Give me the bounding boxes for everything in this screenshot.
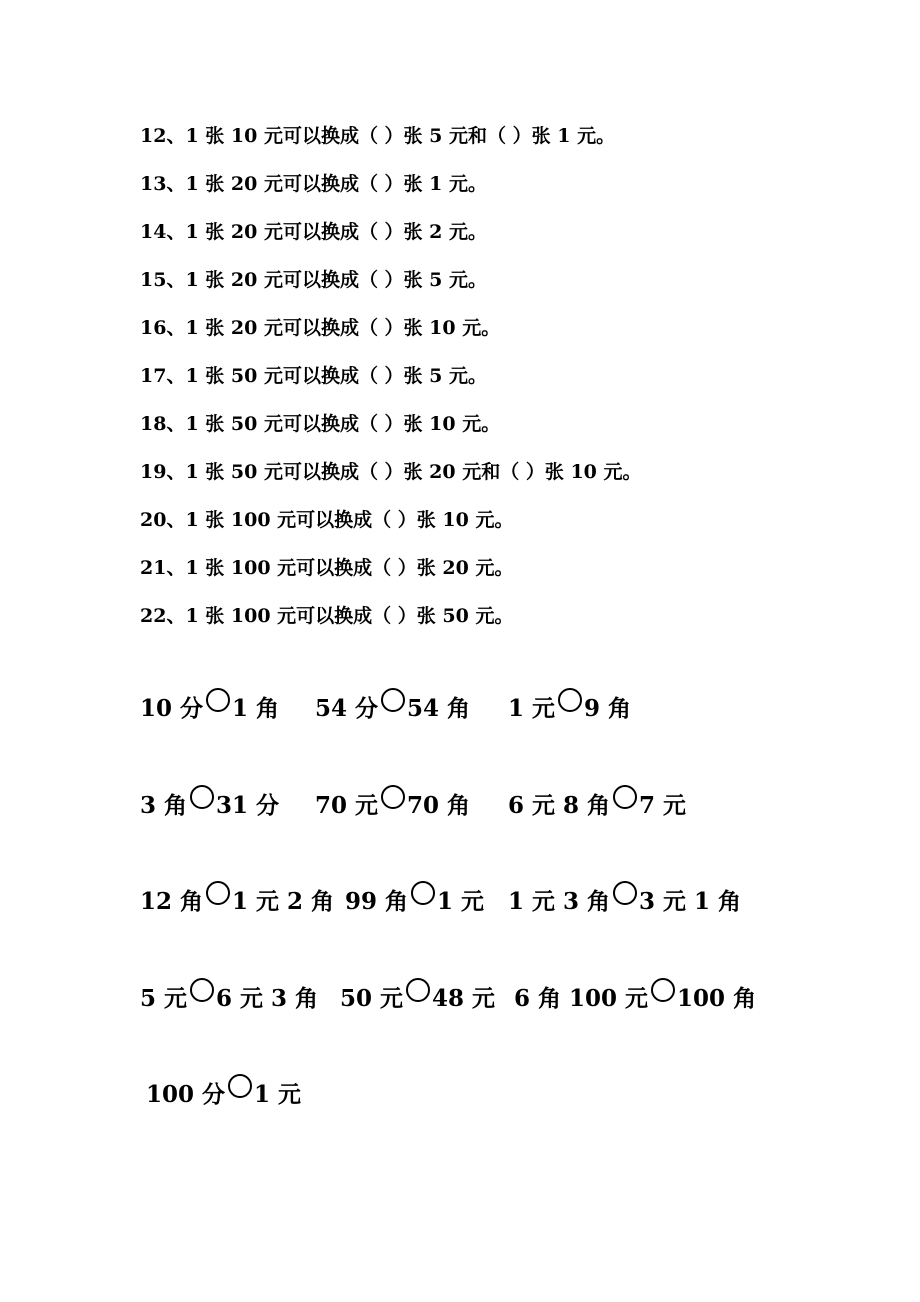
answer-circle[interactable] xyxy=(406,978,430,1002)
comparison-right: 100 角 xyxy=(677,984,757,1012)
comparison-item xyxy=(140,785,279,823)
comparison-item xyxy=(140,881,334,919)
comparison-item xyxy=(315,785,470,823)
comparison-item xyxy=(315,688,470,726)
answer-circle[interactable] xyxy=(411,881,435,905)
question-16: 16、1 张 20 元可以换成（ ）张 10 元。 xyxy=(140,317,501,339)
comparison-right: 70 角 xyxy=(407,791,471,819)
comparison-right: 1 角 xyxy=(232,695,280,722)
comparison-item xyxy=(508,688,631,726)
exchange-question-list xyxy=(140,120,642,648)
answer-circle[interactable] xyxy=(558,688,582,712)
answer-circle[interactable] xyxy=(613,785,637,809)
comparison-right: 3 元 1 角 xyxy=(639,888,742,915)
comparison-left: 1 元 3 角 xyxy=(508,888,611,915)
comparison-item xyxy=(146,1074,301,1112)
comparison-item xyxy=(340,978,495,1016)
answer-circle[interactable] xyxy=(206,881,230,905)
comparison-item xyxy=(140,978,318,1016)
comparison-right: 31 分 xyxy=(216,791,280,819)
comparison-right: 9 角 xyxy=(584,695,632,722)
question-17: 17、1 张 50 元可以换成（ ）张 5 元。 xyxy=(140,365,488,387)
comparison-right: 48 元 xyxy=(432,984,496,1012)
answer-circle[interactable] xyxy=(206,688,230,712)
comparison-left: 6 元 8 角 xyxy=(508,791,611,819)
question-18: 18、1 张 50 元可以换成（ ）张 10 元。 xyxy=(140,413,501,435)
question-15: 15、1 张 20 元可以换成（ ）张 5 元。 xyxy=(140,269,488,291)
comparison-left: 10 分 xyxy=(140,695,204,722)
question-19: 19、1 张 50 元可以换成（ ）张 20 元和（ ）张 10 元。 xyxy=(140,461,642,483)
comparison-right: 6 元 3 角 xyxy=(216,984,319,1012)
question-13: 13、1 张 20 元可以换成（ ）张 1 元。 xyxy=(140,173,488,195)
comparison-item xyxy=(508,881,741,919)
answer-circle[interactable] xyxy=(190,785,214,809)
comparison-right: 54 角 xyxy=(407,695,471,722)
comparison-left: 1 元 xyxy=(508,695,556,722)
answer-circle[interactable] xyxy=(651,978,675,1002)
comparison-left: 54 分 xyxy=(315,695,379,722)
answer-circle[interactable] xyxy=(613,881,637,905)
comparison-left: 99 角 xyxy=(345,888,409,915)
comparison-left: 3 角 xyxy=(140,791,188,819)
comparison-right: 1 元 2 角 xyxy=(232,888,335,915)
comparison-item xyxy=(140,688,279,726)
question-22: 22、1 张 100 元可以换成（ ）张 50 元。 xyxy=(140,605,514,627)
comparison-left: 5 元 xyxy=(140,984,188,1012)
comparison-left: 12 角 xyxy=(140,888,204,915)
answer-circle[interactable] xyxy=(228,1074,252,1098)
comparison-item xyxy=(345,881,484,919)
question-20: 20、1 张 100 元可以换成（ ）张 10 元。 xyxy=(140,509,514,531)
answer-circle[interactable] xyxy=(381,688,405,712)
comparison-item xyxy=(514,978,756,1016)
comparison-left: 50 元 xyxy=(340,984,404,1012)
comparison-right: 1 元 xyxy=(437,888,485,915)
comparison-left: 6 角 100 元 xyxy=(514,984,649,1012)
comparison-item xyxy=(508,785,686,823)
answer-circle[interactable] xyxy=(190,978,214,1002)
comparison-right: 7 元 xyxy=(639,791,687,819)
comparison-left: 100 分 xyxy=(146,1081,226,1108)
question-12: 12、1 张 10 元可以换成（ ）张 5 元和（ ）张 1 元。 xyxy=(140,125,616,147)
comparison-right: 1 元 xyxy=(254,1081,302,1108)
comparison-left: 70 元 xyxy=(315,791,379,819)
question-21: 21、1 张 100 元可以换成（ ）张 20 元。 xyxy=(140,557,514,579)
answer-circle[interactable] xyxy=(381,785,405,809)
question-14: 14、1 张 20 元可以换成（ ）张 2 元。 xyxy=(140,221,488,243)
